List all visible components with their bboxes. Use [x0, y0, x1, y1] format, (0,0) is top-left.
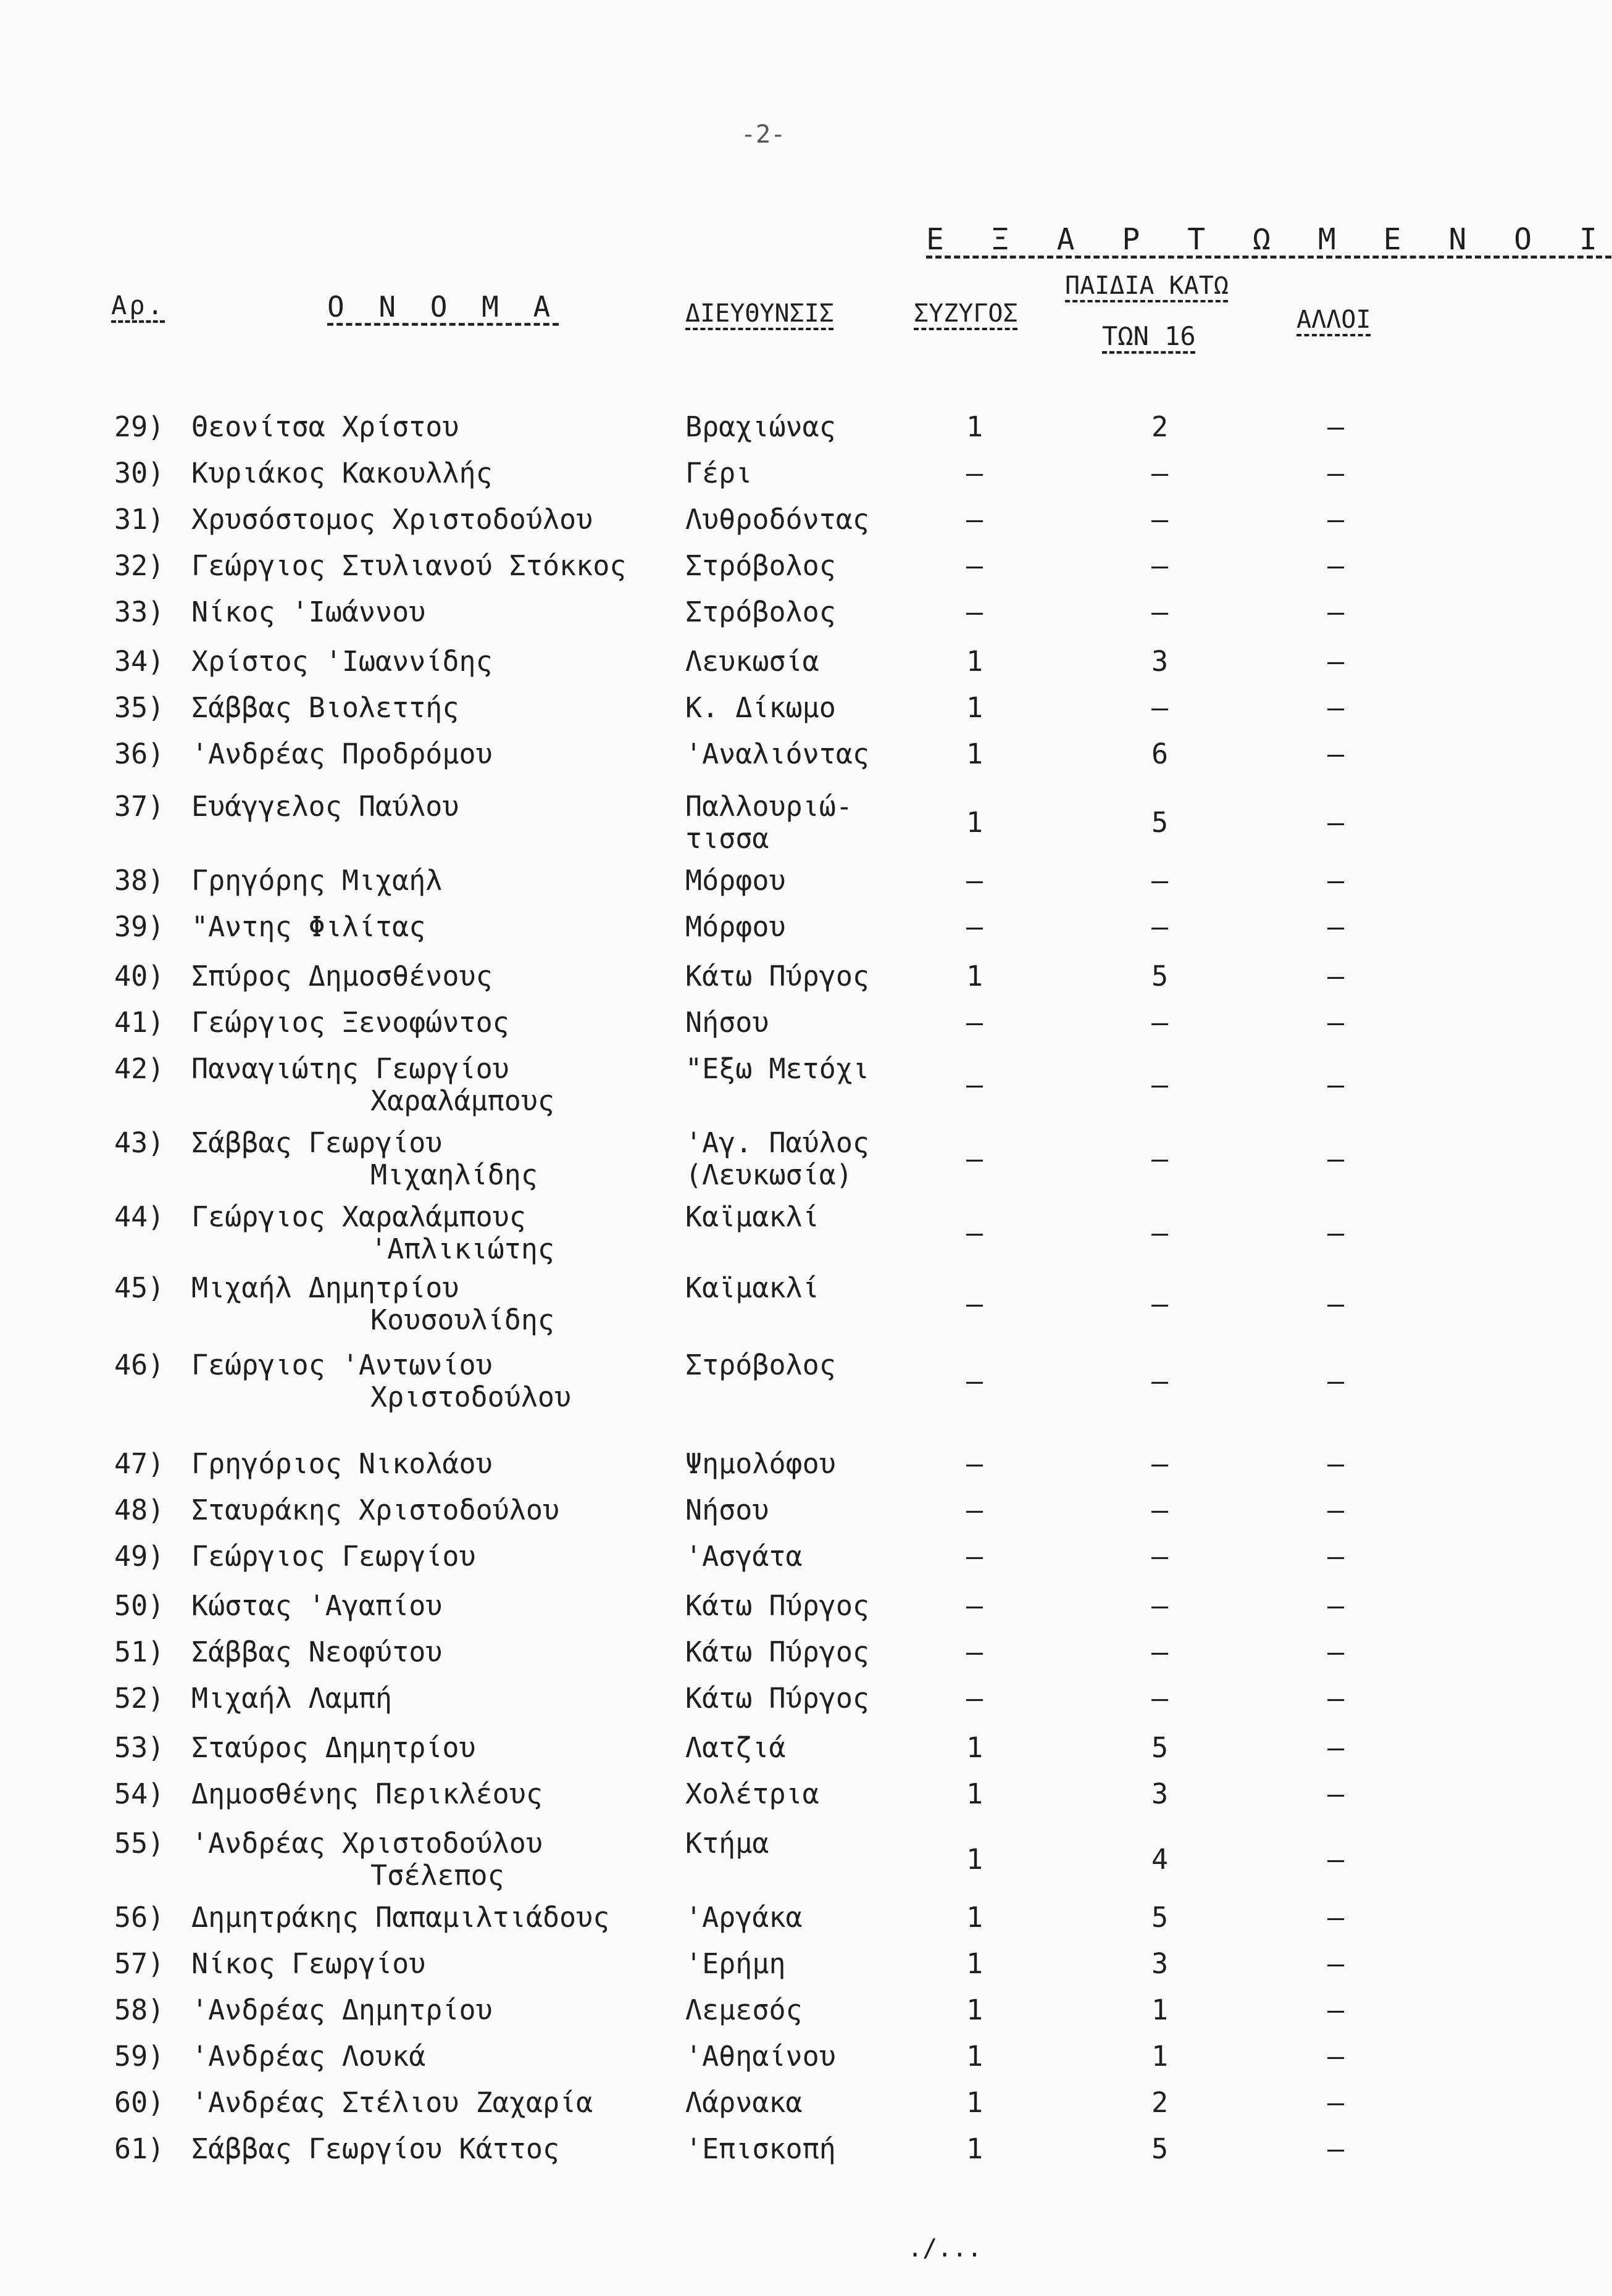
row-number: 51) — [114, 1636, 165, 1668]
children-count: – — [1151, 1217, 1169, 1249]
row-number: 40) — [114, 960, 165, 992]
children-header-line2: ΤΩΝ 16 — [1102, 321, 1196, 351]
spouse-count: 1 — [966, 410, 983, 443]
person-name: Θεονίτσα Χρίστου — [191, 410, 459, 443]
row-number: 58) — [114, 1994, 165, 2026]
row-number: 53) — [114, 1731, 165, 1764]
person-name: Γεώργιος 'Αντωνίου — [191, 1349, 493, 1381]
person-name: Σάββας Νεοφύτου — [191, 1636, 443, 1668]
spouse-count: 1 — [966, 1731, 983, 1764]
person-name: Σπύρος Δημοσθένους — [191, 960, 493, 992]
others-count: – — [1327, 1006, 1345, 1039]
person-name: Χρίστος 'Ιωαννίδης — [191, 645, 493, 678]
person-name: Σάββας Γεωργίου — [191, 1126, 443, 1159]
row-number: 34) — [114, 645, 165, 678]
row-number: 61) — [114, 2132, 165, 2165]
others-count: – — [1327, 1142, 1345, 1175]
others-count: – — [1327, 1494, 1345, 1526]
spouse-count: 1 — [966, 2086, 983, 2119]
address: Νήσου — [685, 1006, 769, 1039]
spouse-count: 1 — [966, 738, 983, 770]
address: Λάρνακα — [685, 2086, 803, 2119]
children-count: – — [1151, 1540, 1169, 1573]
address: Στρόβολος — [685, 549, 836, 582]
others-count: – — [1327, 1843, 1345, 1876]
dependents-header: Ε Ξ Α Ρ Τ Ω Μ Ε Ν Ο Ι — [926, 222, 1612, 257]
spouse-count: 1 — [966, 645, 983, 678]
person-name: Ευάγγελος Παύλου — [191, 790, 459, 823]
person-name: Γρηγόρης Μιχαήλ — [191, 864, 443, 897]
address: Λευκωσία — [685, 645, 819, 678]
row-number: 30) — [114, 457, 165, 489]
spouse-count: – — [966, 864, 983, 897]
person-name: 'Ανδρέας Λουκά — [191, 2040, 426, 2073]
spouse-count: – — [966, 1365, 983, 1397]
row-number: 41) — [114, 1006, 165, 1039]
children-count: – — [1151, 1636, 1169, 1668]
row-number: 46) — [114, 1349, 165, 1381]
children-count: – — [1151, 864, 1169, 897]
spouse-count: 1 — [966, 1947, 983, 1980]
others-count: – — [1327, 410, 1345, 443]
spouse-count: – — [966, 596, 983, 628]
row-number: 36) — [114, 738, 165, 770]
spouse-count: – — [966, 457, 983, 489]
spouse-count: – — [966, 1006, 983, 1039]
address: Μόρφου — [685, 910, 786, 943]
spouse-count: 1 — [966, 2040, 983, 2073]
address: Μόρφου — [685, 864, 786, 897]
address: Κάτω Πύργος — [685, 1682, 870, 1715]
address: 'Αγ. Παύλος — [685, 1126, 870, 1159]
row-number: 56) — [114, 1901, 165, 1934]
spouse-count: 1 — [966, 960, 983, 992]
others-count: – — [1327, 1287, 1345, 1320]
row-number: 57) — [114, 1947, 165, 1980]
children-count: – — [1151, 1287, 1169, 1320]
children-count: – — [1151, 549, 1169, 582]
person-name: Κώστας 'Αγαπίου — [191, 1589, 443, 1622]
row-number: 37) — [114, 790, 165, 823]
others-count: – — [1327, 691, 1345, 724]
others-count: – — [1327, 2040, 1345, 2073]
children-count: 5 — [1151, 1901, 1169, 1934]
row-number: 39) — [114, 910, 165, 943]
row-number: 54) — [114, 1778, 165, 1810]
address-line2: (Λευκωσία) — [685, 1158, 853, 1191]
spouse-count: – — [966, 549, 983, 582]
children-count: 2 — [1151, 410, 1169, 443]
row-number: 50) — [114, 1589, 165, 1622]
children-count: – — [1151, 1068, 1169, 1101]
children-count: 5 — [1151, 960, 1169, 992]
others-count: – — [1327, 910, 1345, 943]
children-count: – — [1151, 1006, 1169, 1039]
children-count: – — [1151, 1142, 1169, 1175]
row-number: 45) — [114, 1271, 165, 1304]
others-count: – — [1327, 1994, 1345, 2026]
others-count: – — [1327, 1217, 1345, 1249]
person-name-line2: Κουσουλίδης — [370, 1304, 555, 1336]
address-header: ΔΙΕΥΘΥΝΣΙΣ — [685, 299, 834, 328]
address: 'Ερήμη — [685, 1947, 786, 1980]
address: Κτήμα — [685, 1827, 769, 1860]
children-count: 1 — [1151, 1994, 1169, 2026]
others-count: – — [1327, 2086, 1345, 2119]
spouse-count: – — [966, 1142, 983, 1175]
address-line2: τισσα — [685, 822, 769, 855]
address: 'Αργάκα — [685, 1901, 803, 1934]
spouse-count: 1 — [966, 1994, 983, 2026]
person-name-line2: Χριστοδούλου — [370, 1381, 572, 1413]
person-name: Γρηγόριος Νικολάου — [191, 1447, 493, 1480]
address: Στρόβολος — [685, 1349, 836, 1381]
person-name: Γεώργιος Χαραλάμπους — [191, 1200, 526, 1233]
person-name: 'Ανδρέας Δημητρίου — [191, 1994, 493, 2026]
person-name: Μιχαήλ Δημητρίου — [191, 1271, 459, 1304]
continuation-mark: ./... — [908, 2234, 982, 2263]
spouse-count: 1 — [966, 2132, 983, 2165]
address: 'Επισκοπή — [685, 2132, 836, 2165]
children-count: – — [1151, 691, 1169, 724]
row-number: 43) — [114, 1126, 165, 1159]
person-name: Νίκος Γεωργίου — [191, 1947, 426, 1980]
row-number: 33) — [114, 596, 165, 628]
person-name-line2: 'Απλικιώτης — [370, 1233, 555, 1265]
address: Καϊμακλί — [685, 1271, 819, 1304]
spouse-count: 1 — [966, 1778, 983, 1810]
address: Κάτω Πύργος — [685, 1589, 870, 1622]
spouse-count: – — [966, 1287, 983, 1320]
row-number: 48) — [114, 1494, 165, 1526]
children-count: – — [1151, 1447, 1169, 1480]
address: Καϊμακλί — [685, 1200, 819, 1233]
others-count: – — [1327, 1901, 1345, 1934]
children-header-line1: ΠΑΙΔΙΑ ΚΑΤΩ — [1065, 272, 1229, 300]
person-name: Χρυσόστομος Χριστοδούλου — [191, 503, 593, 536]
children-count: – — [1151, 457, 1169, 489]
person-name: Γεώργιος Γεωργίου — [191, 1540, 476, 1573]
others-count: – — [1327, 864, 1345, 897]
row-number: 49) — [114, 1540, 165, 1573]
spouse-count: 1 — [966, 1843, 983, 1876]
spouse-count: – — [966, 1682, 983, 1715]
spouse-count: – — [966, 1447, 983, 1480]
children-count: 3 — [1151, 1947, 1169, 1980]
row-number: 59) — [114, 2040, 165, 2073]
others-count: – — [1327, 1947, 1345, 1980]
spouse-count: – — [966, 1068, 983, 1101]
others-count: – — [1327, 960, 1345, 992]
children-count: 3 — [1151, 645, 1169, 678]
address: Παλλουριώ- — [685, 790, 853, 823]
children-count: – — [1151, 596, 1169, 628]
address: Χολέτρια — [685, 1778, 819, 1810]
address: Κ. Δίκωμο — [685, 691, 836, 724]
row-number: 44) — [114, 1200, 165, 1233]
person-name: Γεώργιος Στυλιανού Στόκκος — [191, 549, 627, 582]
row-number: 42) — [114, 1052, 165, 1085]
name-header: Ο Ν Ο Μ Α — [327, 290, 559, 323]
children-count: 6 — [1151, 738, 1169, 770]
person-name: Γεώργιος Ξενοφώντος — [191, 1006, 509, 1039]
others-count: – — [1327, 1636, 1345, 1668]
others-count: – — [1327, 1447, 1345, 1480]
spouse-count: 1 — [966, 1901, 983, 1934]
row-number: 31) — [114, 503, 165, 536]
others-count: – — [1327, 1682, 1345, 1715]
others-count: – — [1327, 549, 1345, 582]
others-count: – — [1327, 1540, 1345, 1573]
address: Νήσου — [685, 1494, 769, 1526]
person-name: Σταυράκης Χριστοδούλου — [191, 1494, 560, 1526]
address: Γέρι — [685, 457, 753, 489]
spouse-count: 1 — [966, 691, 983, 724]
address: Λεμεσός — [685, 1994, 803, 2026]
person-name: "Αντης Φιλίτας — [191, 910, 426, 943]
children-count: – — [1151, 1494, 1169, 1526]
others-header: ΑΛΛΟΙ — [1297, 306, 1371, 334]
children-count: 4 — [1151, 1843, 1169, 1876]
address: Ψημολόφου — [685, 1447, 836, 1480]
address: Βραχιώνας — [685, 410, 836, 443]
row-number: 35) — [114, 691, 165, 724]
row-number: 52) — [114, 1682, 165, 1715]
row-number: 29) — [114, 410, 165, 443]
address: Στρόβολος — [685, 596, 836, 628]
spouse-count: – — [966, 1540, 983, 1573]
person-name: Νίκος 'Ιωάννου — [191, 596, 426, 628]
person-name: 'Ανδρέας Στέλιου Ζαχαρία — [191, 2086, 593, 2119]
others-count: – — [1327, 738, 1345, 770]
person-name: Μιχαήλ Λαμπή — [191, 1682, 393, 1715]
row-number: 32) — [114, 549, 165, 582]
others-count: – — [1327, 1778, 1345, 1810]
spouse-header: ΣΥΖΥΓΟΣ — [914, 299, 1018, 328]
spouse-count: – — [966, 1217, 983, 1249]
person-name: Δημοσθένης Περικλέους — [191, 1778, 543, 1810]
address: Κάτω Πύργος — [685, 1636, 870, 1668]
person-name: Σάββας Γεωργίου Κάττος — [191, 2132, 560, 2165]
page-number: -2- — [741, 120, 786, 149]
person-name: Σάββας Βιολεττής — [191, 691, 459, 724]
spouse-count: – — [966, 1636, 983, 1668]
spouse-count: 1 — [966, 806, 983, 839]
children-count: 3 — [1151, 1778, 1169, 1810]
children-count: – — [1151, 1365, 1169, 1397]
row-number: 47) — [114, 1447, 165, 1480]
number-header: Αρ. — [111, 290, 165, 320]
others-count: – — [1327, 806, 1345, 839]
children-count: 2 — [1151, 2086, 1169, 2119]
person-name: Σταύρος Δημητρίου — [191, 1731, 476, 1764]
person-name: 'Ανδρέας Χριστοδούλου — [191, 1827, 543, 1860]
others-count: – — [1327, 2132, 1345, 2165]
address: Λατζιά — [685, 1731, 786, 1764]
children-count: – — [1151, 1589, 1169, 1622]
others-count: – — [1327, 645, 1345, 678]
address: 'Ασγάτα — [685, 1540, 803, 1573]
address: "Εξω Μετόχι — [685, 1052, 870, 1085]
others-count: – — [1327, 503, 1345, 536]
person-name: 'Ανδρέας Προδρόμου — [191, 738, 493, 770]
spouse-count: – — [966, 1494, 983, 1526]
person-name: Κυριάκος Κακουλλής — [191, 457, 493, 489]
row-number: 55) — [114, 1827, 165, 1860]
others-count: – — [1327, 457, 1345, 489]
children-count: 1 — [1151, 2040, 1169, 2073]
person-name: Δημητράκης Παπαμιλτιάδους — [191, 1901, 610, 1934]
spouse-count: – — [966, 910, 983, 943]
row-number: 38) — [114, 864, 165, 897]
children-count: 5 — [1151, 2132, 1169, 2165]
address: 'Αναλιόντας — [685, 738, 870, 770]
address: Κάτω Πύργος — [685, 960, 870, 992]
spouse-count: – — [966, 1589, 983, 1622]
person-name: Παναγιώτης Γεωργίου — [191, 1052, 509, 1085]
row-number: 60) — [114, 2086, 165, 2119]
spouse-count: – — [966, 503, 983, 536]
children-count: 5 — [1151, 1731, 1169, 1764]
address: 'Αθηαίνου — [685, 2040, 836, 2073]
others-count: – — [1327, 1068, 1345, 1101]
others-count: – — [1327, 1365, 1345, 1397]
others-count: – — [1327, 596, 1345, 628]
person-name-line2: Τσέλεπος — [370, 1859, 504, 1892]
person-name-line2: Μιχαηλίδης — [370, 1158, 538, 1191]
others-count: – — [1327, 1589, 1345, 1622]
children-count: 5 — [1151, 806, 1169, 839]
children-count: – — [1151, 503, 1169, 536]
others-count: – — [1327, 1731, 1345, 1764]
children-count: – — [1151, 1682, 1169, 1715]
person-name-line2: Χαραλάμπους — [370, 1084, 555, 1117]
children-count: – — [1151, 910, 1169, 943]
address: Λυθροδόντας — [685, 503, 870, 536]
